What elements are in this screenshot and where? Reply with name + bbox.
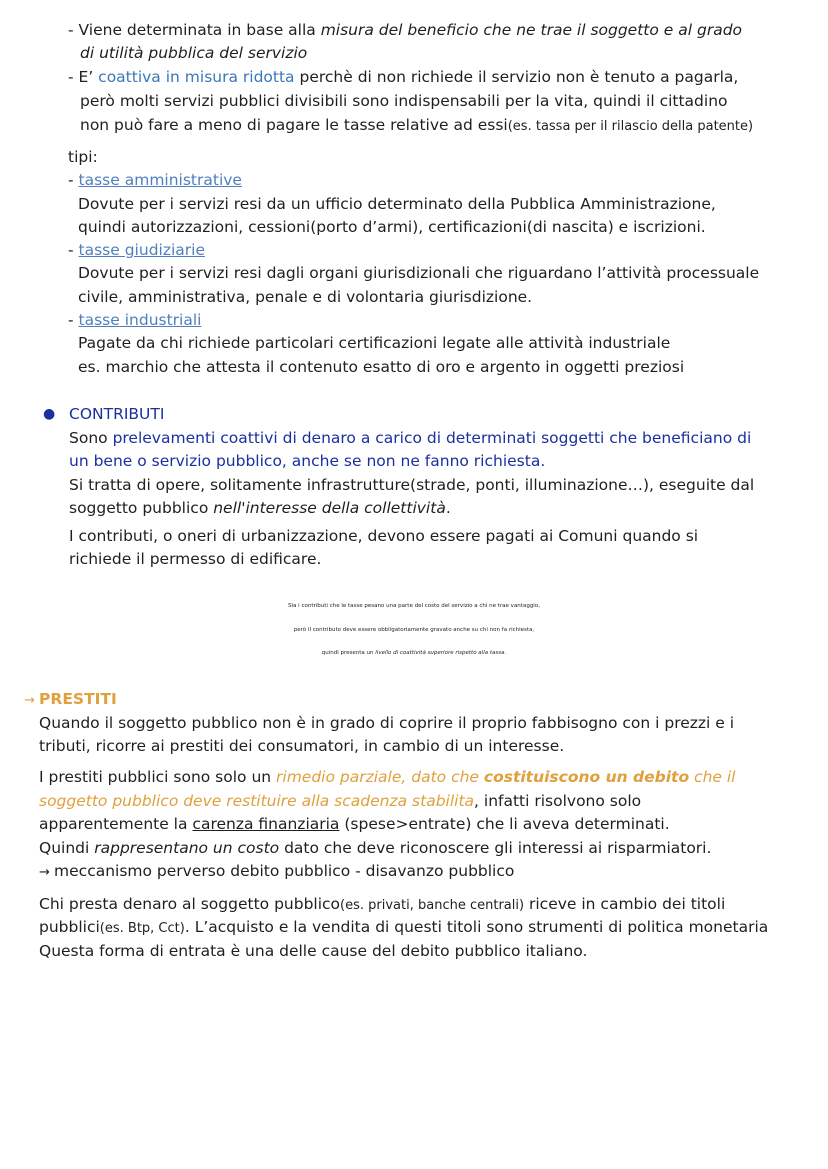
contributi-p3-line-1: I contributi, o oneri di urbanizzazione, devono essere pagati ai Comuni quando si xyxy=(69,527,699,545)
prestiti-p2-line-2: soggetto pubblico deve restituire alla scadenza stabilita, infatti risolvono solo xyxy=(39,792,642,810)
tasse-giudiziarie-desc-2: civile, amministrativa, penale e di volontaria giurisdizione. xyxy=(78,288,533,306)
confronto-line-3: quindi presenta un livello di coattività superiore rispetto alla tassa. xyxy=(321,650,507,656)
tasse-industriali-desc-1: Pagate da chi richiede particolari certificazioni legate alle attività industriale xyxy=(78,334,671,352)
bullet-icon: ● xyxy=(43,406,56,422)
tasse-line-3: - E’ coattiva in misura ridotta perchè di non richiede il servizio non è tenuto a pagarla, xyxy=(68,68,739,86)
tasse-line-4: però molti servizi pubblici divisibili sono indispensabili per la vita, quindi il cittadino xyxy=(80,92,728,110)
prestiti-p1-line-1: Quando il soggetto pubblico non è in grado di coprire il proprio fabbisogno con i prezzi e i xyxy=(39,714,735,732)
prestiti-p3-line-2: pubblici(es. Btp, Cct). L’acquisto e la vendita di questi titoli sono strumenti di politica monetaria xyxy=(39,918,769,936)
tipo-tasse-giudiziarie: - tasse giudiziarie xyxy=(68,241,205,259)
tasse-line-1: - Viene determinata in base alla misura del beneficio che ne trae il soggetto e al grado xyxy=(68,21,743,39)
tipo-tasse-amministrative: - tasse amministrative xyxy=(68,171,242,189)
prestiti-p2-line-3: apparentemente la carenza finanziaria (spese>entrate) che li aveva determinati. xyxy=(39,815,670,833)
prestiti-p1-line-2: tributi, ricorre ai prestiti dei consumatori, in cambio di un interesse. xyxy=(39,737,565,755)
contributi-p2-line-2: soggetto pubblico nell'interesse della collettività. xyxy=(69,499,451,517)
prestiti-p3-line-3: Questa forma di entrata è una delle cause del debito pubblico italiano. xyxy=(39,942,588,960)
heading-prestiti: → PRESTITI xyxy=(24,690,117,708)
tasse-amministrative-desc-1: Dovute per i servizi resi da un ufficio determinato della Pubblica Amministrazione, xyxy=(78,195,716,213)
link-tasse-giudiziarie[interactable]: tasse giudiziarie xyxy=(78,241,205,259)
contributi-p3-line-2: richiede il permesso di edificare. xyxy=(69,550,322,568)
tipo-tasse-industriali: - tasse industriali xyxy=(68,311,202,329)
arrow-right-icon: → xyxy=(24,693,40,708)
tasse-amministrative-desc-2: quindi autorizzazioni, cessioni(porto d’armi), certificazioni(di nascita) e iscrizioni. xyxy=(78,218,706,236)
contributi-p1-line-1: Sono prelevamenti coattivi di denaro a carico di determinati soggetti che beneficiano di xyxy=(69,429,752,447)
prestiti-p3-line-1: Chi presta denaro al soggetto pubblico(es. privati, banche centrali) riceve in cambio dei titoli xyxy=(39,895,726,913)
tasse-giudiziarie-desc-1: Dovute per i servizi resi dagli organi giurisdizionali che riguardano l’attività processuale xyxy=(78,264,760,282)
prestiti-p2-line-5: → meccanismo perverso debito pubblico - disavanzo pubblico xyxy=(39,862,515,880)
tipi-label: tipi: xyxy=(68,148,98,166)
contributi-p2-line-1: Si tratta di opere, solitamente infrastrutture(strade, ponti, illuminazione…), eseguite dal xyxy=(69,476,755,494)
tasse-line-5: non può fare a meno di pagare le tasse relative ad essi(es. tassa per il rilascio della patente) xyxy=(80,116,754,134)
confronto-line-1: Sia i contributi che le tasse pesano una parte del costo del servizio a chi ne trae vantaggio, xyxy=(288,603,540,609)
link-tasse-amministrative[interactable]: tasse amministrative xyxy=(78,171,242,189)
tasse-line-2: di utilità pubblica del servizio xyxy=(80,44,308,62)
confronto-line-2: però il contributo deve essere obbligatoriamente gravato anche su chi non fa richiesta, xyxy=(293,627,535,633)
prestiti-p2-line-4: Quindi rappresentano un costo dato che deve riconoscere gli interessi ai risparmiatori. xyxy=(39,839,712,857)
link-tasse-industriali[interactable]: tasse industriali xyxy=(78,311,202,329)
arrow-right-icon: → xyxy=(39,865,55,880)
heading-contributi: CONTRIBUTI xyxy=(69,405,165,423)
tasse-industriali-desc-2: es. marchio che attesta il contenuto esatto di oro e argento in oggetti preziosi xyxy=(78,358,685,376)
contributi-p1-line-2: un bene o servizio pubblico, anche se non ne fanno richiesta. xyxy=(69,452,546,470)
prestiti-p2-line-1: I prestiti pubblici sono solo un rimedio parziale, dato che costituiscono un debito che il xyxy=(39,768,736,786)
